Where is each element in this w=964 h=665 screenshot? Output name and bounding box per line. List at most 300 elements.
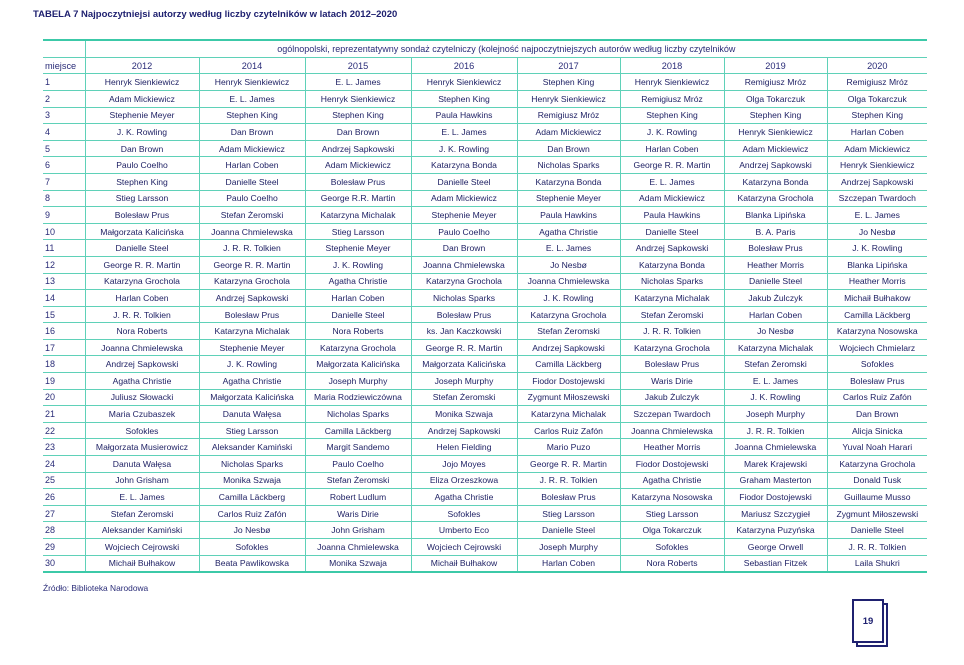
author-cell: Camilla Läckberg <box>517 356 620 373</box>
author-cell: Olga Tokarczuk <box>620 522 724 539</box>
author-cell: Joanna Chmielewska <box>305 539 411 556</box>
author-cell: Heather Morris <box>724 256 827 273</box>
place-cell: 15 <box>43 306 85 323</box>
author-cell: Henryk Sienkiewicz <box>85 74 199 91</box>
author-cell: J. K. Rowling <box>620 124 724 141</box>
author-cell: Stephenie Meyer <box>85 107 199 124</box>
author-cell: Joseph Murphy <box>411 373 517 390</box>
author-cell: Joanna Chmielewska <box>517 273 620 290</box>
author-cell: Heather Morris <box>620 439 724 456</box>
author-cell: Danielle Steel <box>411 173 517 190</box>
author-cell: Fiodor Dostojewski <box>724 489 827 506</box>
place-cell: 23 <box>43 439 85 456</box>
author-cell: Nicholas Sparks <box>517 157 620 174</box>
author-cell: J. K. Rowling <box>517 290 620 307</box>
author-cell: Andrzej Sapkowski <box>517 339 620 356</box>
place-cell: 3 <box>43 107 85 124</box>
author-cell: Aleksander Kamiński <box>85 522 199 539</box>
author-cell: Michaił Bułhakow <box>85 555 199 572</box>
author-cell: Henryk Sienkiewicz <box>724 124 827 141</box>
author-cell: Sofokles <box>620 539 724 556</box>
author-cell: Adam Mickiewicz <box>85 90 199 107</box>
author-cell: Paulo Coelho <box>85 157 199 174</box>
author-cell: Aleksander Kamiński <box>199 439 305 456</box>
author-cell: Adam Mickiewicz <box>827 140 927 157</box>
author-cell: Stefan Żeromski <box>199 207 305 224</box>
author-cell: Katarzyna Grochola <box>305 339 411 356</box>
year-header-2012: 2012 <box>85 57 199 74</box>
author-cell: Małgorzata Musierowicz <box>85 439 199 456</box>
author-cell: Stefan Żeromski <box>724 356 827 373</box>
author-cell: Danielle Steel <box>305 306 411 323</box>
author-cell: J. K. Rowling <box>411 140 517 157</box>
author-cell: Danielle Steel <box>199 173 305 190</box>
table-row <box>43 555 927 572</box>
place-cell: 26 <box>43 489 85 506</box>
author-cell: Adam Mickiewicz <box>199 140 305 157</box>
place-cell: 24 <box>43 456 85 473</box>
author-cell: Danielle Steel <box>85 240 199 257</box>
table-row <box>43 472 927 489</box>
table-row <box>43 439 927 456</box>
place-cell: 7 <box>43 173 85 190</box>
author-cell: Andrzej Sapkowski <box>85 356 199 373</box>
author-cell: Monika Szwaja <box>411 406 517 423</box>
author-cell: E. L. James <box>620 173 724 190</box>
author-cell: Zygmunt Miłoszewski <box>827 505 927 522</box>
table-row <box>43 290 927 307</box>
author-cell: Harlan Coben <box>724 306 827 323</box>
author-cell: George Orwell <box>724 539 827 556</box>
author-cell: Stephenie Meyer <box>305 240 411 257</box>
author-cell: Blanka Lipińska <box>724 207 827 224</box>
year-header-2019: 2019 <box>724 57 827 74</box>
author-cell: Katarzyna Puzyńska <box>724 522 827 539</box>
author-cell: Nora Roberts <box>305 323 411 340</box>
table-row <box>43 373 927 390</box>
author-cell: Mario Puzo <box>517 439 620 456</box>
author-cell: Paula Hawkins <box>517 207 620 224</box>
table-row <box>43 505 927 522</box>
author-cell: Helen Fielding <box>411 439 517 456</box>
author-cell: Stephen King <box>305 107 411 124</box>
author-cell: Nora Roberts <box>620 555 724 572</box>
author-cell: Paulo Coelho <box>411 223 517 240</box>
author-cell: Harlan Coben <box>620 140 724 157</box>
author-cell: ks. Jan Kaczkowski <box>411 323 517 340</box>
author-cell: E. L. James <box>411 124 517 141</box>
page-number: 19 <box>862 615 874 627</box>
table-row <box>43 539 927 556</box>
author-cell: Wojciech Cejrowski <box>85 539 199 556</box>
author-cell: George R. R. Martin <box>85 256 199 273</box>
place-cell: 18 <box>43 356 85 373</box>
table-title: TABELA 7 Najpoczytniejsi autorzy według liczby czytelników w latach 2012–2020 <box>33 9 398 20</box>
table-row <box>43 223 927 240</box>
author-cell: Monika Szwaja <box>305 555 411 572</box>
author-cell: Katarzyna Michalak <box>724 339 827 356</box>
author-cell: George R. R. Martin <box>620 157 724 174</box>
author-cell: Katarzyna Grochola <box>827 456 927 473</box>
author-cell: Paulo Coelho <box>199 190 305 207</box>
author-cell: J. R. R. Tolkien <box>724 422 827 439</box>
author-cell: Nicholas Sparks <box>305 406 411 423</box>
author-cell: Paula Hawkins <box>411 107 517 124</box>
author-cell: Dan Brown <box>85 140 199 157</box>
author-cell: Katarzyna Bonda <box>620 256 724 273</box>
place-cell: 6 <box>43 157 85 174</box>
author-cell: Joanna Chmielewska <box>724 439 827 456</box>
table-row <box>43 389 927 406</box>
table-row <box>43 124 927 141</box>
table-row <box>43 140 927 157</box>
author-cell: Stephen King <box>85 173 199 190</box>
author-cell: John Grisham <box>85 472 199 489</box>
author-cell: Remigiusz Mróz <box>827 74 927 91</box>
table-row <box>43 256 927 273</box>
author-cell: Fiodor Dostojewski <box>620 456 724 473</box>
author-cell: Guillaume Musso <box>827 489 927 506</box>
author-cell: Henryk Sienkiewicz <box>620 74 724 91</box>
author-cell: Bolesław Prus <box>620 356 724 373</box>
author-cell: Stieg Larsson <box>305 223 411 240</box>
author-cell: George R.R. Martin <box>305 190 411 207</box>
year-header-2020: 2020 <box>827 57 927 74</box>
author-cell: Olga Tokarczuk <box>724 90 827 107</box>
table-row <box>43 489 927 506</box>
author-cell: Dan Brown <box>305 124 411 141</box>
author-cell: George R. R. Martin <box>517 456 620 473</box>
author-cell: Laila Shukri <box>827 555 927 572</box>
place-cell: 2 <box>43 90 85 107</box>
author-cell: Adam Mickiewicz <box>411 190 517 207</box>
author-cell: E. L. James <box>724 373 827 390</box>
author-cell: Remigiusz Mróz <box>724 74 827 91</box>
author-cell: J. K. Rowling <box>199 356 305 373</box>
author-cell: E. L. James <box>199 90 305 107</box>
author-cell: E. L. James <box>305 74 411 91</box>
author-cell: Katarzyna Grochola <box>620 339 724 356</box>
author-cell: Joanna Chmielewska <box>85 339 199 356</box>
author-cell: Joseph Murphy <box>724 406 827 423</box>
author-cell: Joanna Chmielewska <box>199 223 305 240</box>
author-cell: Katarzyna Grochola <box>724 190 827 207</box>
source-note: Źródło: Biblioteka Narodowa <box>43 583 149 593</box>
table-row <box>43 74 927 91</box>
author-cell: J. K. Rowling <box>85 124 199 141</box>
year-header-2016: 2016 <box>411 57 517 74</box>
author-cell: Stephenie Meyer <box>411 207 517 224</box>
author-cell: Michaił Bułhakow <box>411 555 517 572</box>
author-cell: Henryk Sienkiewicz <box>411 74 517 91</box>
author-cell: Katarzyna Michalak <box>517 406 620 423</box>
place-cell: 29 <box>43 539 85 556</box>
table-row <box>43 190 927 207</box>
table-row <box>43 90 927 107</box>
author-cell: Carlos Ruiz Zafón <box>199 505 305 522</box>
author-cell: Remigiusz Mróz <box>517 107 620 124</box>
author-cell: Małgorzata Kalicińska <box>85 223 199 240</box>
place-header: miejsce <box>43 57 85 74</box>
author-cell: J. R. R. Tolkien <box>199 240 305 257</box>
author-cell: Bolesław Prus <box>199 306 305 323</box>
place-cell: 28 <box>43 522 85 539</box>
author-cell: Stefan Żeromski <box>85 505 199 522</box>
author-cell: Nora Roberts <box>85 323 199 340</box>
subheader-row <box>43 40 927 57</box>
author-cell: Małgorzata Kalicińska <box>199 389 305 406</box>
table-row <box>43 273 927 290</box>
author-cell: Joseph Murphy <box>517 539 620 556</box>
author-cell: Harlan Coben <box>85 290 199 307</box>
author-cell: Katarzyna Bonda <box>724 173 827 190</box>
author-cell: Camilla Läckberg <box>305 422 411 439</box>
table-row <box>43 107 927 124</box>
place-cell: 22 <box>43 422 85 439</box>
place-cell: 5 <box>43 140 85 157</box>
author-cell: Yuval Noah Harari <box>827 439 927 456</box>
author-cell: Stephen King <box>517 74 620 91</box>
place-cell: 20 <box>43 389 85 406</box>
author-cell: Jakub Żulczyk <box>724 290 827 307</box>
author-cell: Wojciech Chmielarz <box>827 339 927 356</box>
author-cell: Katarzyna Nosowska <box>620 489 724 506</box>
table-row <box>43 356 927 373</box>
author-cell: Danuta Wałęsa <box>199 406 305 423</box>
author-cell: Fiodor Dostojewski <box>517 373 620 390</box>
author-cell: Adam Mickiewicz <box>305 157 411 174</box>
author-cell: Bolesław Prus <box>411 306 517 323</box>
author-cell: J. R. R. Tolkien <box>827 539 927 556</box>
author-cell: Alicja Sinicka <box>827 422 927 439</box>
author-cell: Heather Morris <box>827 273 927 290</box>
author-cell: Stephen King <box>827 107 927 124</box>
author-cell: Andrzej Sapkowski <box>827 173 927 190</box>
author-cell: Stieg Larsson <box>517 505 620 522</box>
author-cell: Joseph Murphy <box>305 373 411 390</box>
author-cell: Margit Sandemo <box>305 439 411 456</box>
author-cell: Camilla Läckberg <box>827 306 927 323</box>
author-cell: Katarzyna Nosowska <box>827 323 927 340</box>
author-cell: Stephenie Meyer <box>517 190 620 207</box>
table-row <box>43 406 927 423</box>
author-cell: Monika Szwaja <box>199 472 305 489</box>
author-cell: Katarzyna Michalak <box>620 290 724 307</box>
author-cell: B. A. Paris <box>724 223 827 240</box>
author-cell: Stephen King <box>620 107 724 124</box>
table-row <box>43 157 927 174</box>
author-cell: Adam Mickiewicz <box>620 190 724 207</box>
author-cell: J. R. R. Tolkien <box>517 472 620 489</box>
author-cell: George R. R. Martin <box>199 256 305 273</box>
author-cell: Małgorzata Kalicińska <box>411 356 517 373</box>
year-header-2015: 2015 <box>305 57 411 74</box>
place-cell: 25 <box>43 472 85 489</box>
place-cell: 17 <box>43 339 85 356</box>
author-cell: Maria Czubaszek <box>85 406 199 423</box>
author-cell: Joanna Chmielewska <box>620 422 724 439</box>
author-cell: Umberto Eco <box>411 522 517 539</box>
author-cell: Zygmunt Miłoszewski <box>517 389 620 406</box>
table-row <box>43 207 927 224</box>
author-cell: Katarzyna Bonda <box>517 173 620 190</box>
author-cell: Olga Tokarczuk <box>827 90 927 107</box>
table-row <box>43 339 927 356</box>
author-cell: Maria Rodziewiczówna <box>305 389 411 406</box>
place-cell: 12 <box>43 256 85 273</box>
place-cell: 27 <box>43 505 85 522</box>
author-cell: Andrzej Sapkowski <box>305 140 411 157</box>
place-cell: 9 <box>43 207 85 224</box>
table-row <box>43 323 927 340</box>
readers-table <box>43 39 927 573</box>
author-cell: Donald Tusk <box>827 472 927 489</box>
table-row <box>43 240 927 257</box>
author-cell: Harlan Coben <box>305 290 411 307</box>
table-body <box>43 74 927 572</box>
author-cell: Dan Brown <box>199 124 305 141</box>
author-cell: George R. R. Martin <box>411 339 517 356</box>
place-cell: 30 <box>43 555 85 572</box>
author-cell: Katarzyna Grochola <box>411 273 517 290</box>
author-cell: Adam Mickiewicz <box>517 124 620 141</box>
author-cell: Harlan Coben <box>517 555 620 572</box>
author-cell: Sofokles <box>85 422 199 439</box>
corner-cell <box>43 40 85 57</box>
author-cell: Marek Krajewski <box>724 456 827 473</box>
author-cell: Agatha Christie <box>85 373 199 390</box>
author-cell: Sofokles <box>199 539 305 556</box>
author-cell: Stefan Żeromski <box>305 472 411 489</box>
author-cell: Waris Dirie <box>305 505 411 522</box>
author-cell: Stieg Larsson <box>620 505 724 522</box>
author-cell: Graham Masterton <box>724 472 827 489</box>
author-cell: J. K. Rowling <box>724 389 827 406</box>
page-number-badge <box>852 599 884 643</box>
author-cell: Danielle Steel <box>827 522 927 539</box>
author-cell: Stieg Larsson <box>199 422 305 439</box>
author-cell: Katarzyna Michalak <box>305 207 411 224</box>
author-cell: Harlan Coben <box>827 124 927 141</box>
author-cell: Sebastian Fitzek <box>724 555 827 572</box>
author-cell: Bolesław Prus <box>827 373 927 390</box>
author-cell: Nicholas Sparks <box>620 273 724 290</box>
author-cell: E. L. James <box>85 489 199 506</box>
author-cell: Carlos Ruiz Zafón <box>517 422 620 439</box>
author-cell: Andrzej Sapkowski <box>199 290 305 307</box>
years-row <box>43 57 927 74</box>
author-cell: Andrzej Sapkowski <box>724 157 827 174</box>
author-cell: Bolesław Prus <box>85 207 199 224</box>
author-cell: Henryk Sienkiewicz <box>199 74 305 91</box>
author-cell: Michaił Bułhakow <box>827 290 927 307</box>
author-cell: Bolesław Prus <box>517 489 620 506</box>
author-cell: Camilla Läckberg <box>199 489 305 506</box>
author-cell: Sofokles <box>827 356 927 373</box>
author-cell: Stephen King <box>199 107 305 124</box>
author-cell: Danielle Steel <box>517 522 620 539</box>
author-cell: Adam Mickiewicz <box>724 140 827 157</box>
table-row <box>43 173 927 190</box>
author-cell: Katarzyna Michalak <box>199 323 305 340</box>
author-cell: Stephen King <box>411 90 517 107</box>
author-cell: Stieg Larsson <box>85 190 199 207</box>
author-cell: Joanna Chmielewska <box>411 256 517 273</box>
author-cell: Henryk Sienkiewicz <box>517 90 620 107</box>
author-cell: Jo Nesbø <box>827 223 927 240</box>
place-cell: 10 <box>43 223 85 240</box>
author-cell: Paulo Coelho <box>305 456 411 473</box>
place-cell: 14 <box>43 290 85 307</box>
author-cell: Dan Brown <box>411 240 517 257</box>
author-cell: Henryk Sienkiewicz <box>827 157 927 174</box>
author-cell: Sofokles <box>411 505 517 522</box>
author-cell: Agatha Christie <box>411 489 517 506</box>
author-cell: Stephenie Meyer <box>199 339 305 356</box>
author-cell: J. R. R. Tolkien <box>85 306 199 323</box>
author-cell: Jo Nesbø <box>724 323 827 340</box>
year-header-2018: 2018 <box>620 57 724 74</box>
author-cell: Nicholas Sparks <box>199 456 305 473</box>
author-cell: Agatha Christie <box>620 472 724 489</box>
author-cell: Blanka Lipińska <box>827 256 927 273</box>
author-cell: Stefan Żeromski <box>411 389 517 406</box>
place-cell: 4 <box>43 124 85 141</box>
place-cell: 13 <box>43 273 85 290</box>
author-cell: Stefan Żeromski <box>620 306 724 323</box>
author-cell: Danielle Steel <box>620 223 724 240</box>
author-cell: Agatha Christie <box>199 373 305 390</box>
author-cell: Wojciech Cejrowski <box>411 539 517 556</box>
author-cell: Eliza Orzeszkowa <box>411 472 517 489</box>
author-cell: Remigiusz Mróz <box>620 90 724 107</box>
author-cell: J. K. Rowling <box>305 256 411 273</box>
place-cell: 21 <box>43 406 85 423</box>
year-header-2017: 2017 <box>517 57 620 74</box>
place-cell: 16 <box>43 323 85 340</box>
author-cell: Waris Dirie <box>620 373 724 390</box>
author-cell: Małgorzata Kalicińska <box>305 356 411 373</box>
author-cell: E. L. James <box>827 207 927 224</box>
author-cell: Katarzyna Bonda <box>411 157 517 174</box>
author-cell: Danielle Steel <box>724 273 827 290</box>
author-cell: J. K. Rowling <box>827 240 927 257</box>
author-cell: Andrzej Sapkowski <box>411 422 517 439</box>
place-cell: 11 <box>43 240 85 257</box>
author-cell: Robert Ludlum <box>305 489 411 506</box>
author-cell: Katarzyna Grochola <box>517 306 620 323</box>
author-cell: Harlan Coben <box>199 157 305 174</box>
author-cell: Szczepan Twardoch <box>827 190 927 207</box>
author-cell: Juliusz Słowacki <box>85 389 199 406</box>
author-cell: Carlos Ruiz Zafón <box>827 389 927 406</box>
year-header-2014: 2014 <box>199 57 305 74</box>
author-cell: J. R. R. Tolkien <box>620 323 724 340</box>
author-cell: Katarzyna Grochola <box>199 273 305 290</box>
author-cell: Danuta Wałęsa <box>85 456 199 473</box>
author-cell: Bolesław Prus <box>724 240 827 257</box>
author-cell: Dan Brown <box>827 406 927 423</box>
author-cell: Henryk Sienkiewicz <box>305 90 411 107</box>
author-cell: Andrzej Sapkowski <box>620 240 724 257</box>
author-cell: Szczepan Twardoch <box>620 406 724 423</box>
author-cell: Jakub Żulczyk <box>620 389 724 406</box>
table-row <box>43 456 927 473</box>
author-cell: Mariusz Szczygieł <box>724 505 827 522</box>
place-cell: 19 <box>43 373 85 390</box>
author-cell: E. L. James <box>517 240 620 257</box>
author-cell: Stefan Żeromski <box>517 323 620 340</box>
